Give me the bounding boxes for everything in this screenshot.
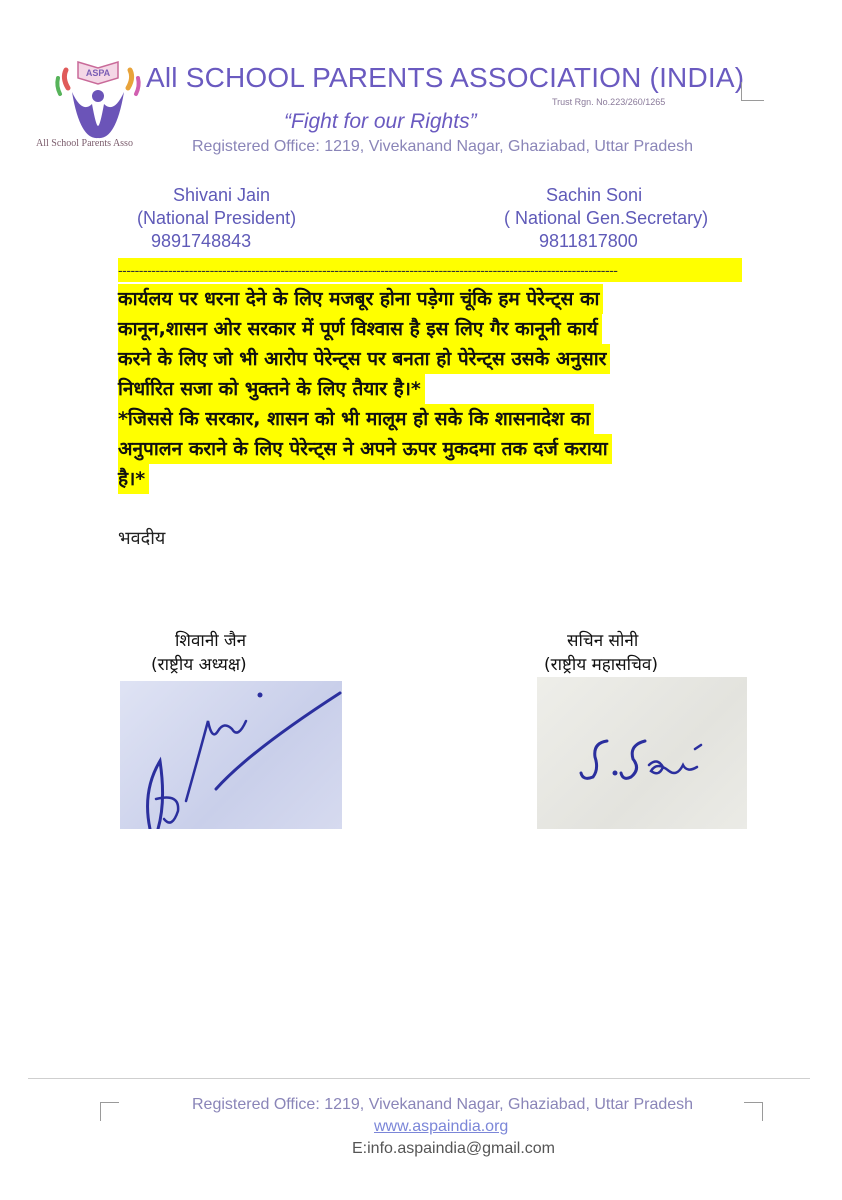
corner-mark-bottom-left <box>100 1102 119 1121</box>
body-line: है।* <box>118 464 149 494</box>
signature-image-right <box>537 677 747 829</box>
corner-mark-top-right <box>741 82 764 101</box>
tagline: “Fight for our Rights” <box>284 110 477 133</box>
signatory-left-name: शिवानी जैन <box>175 631 247 651</box>
body-line: अनुपालन कराने के लिए पेरेन्ट्स ने अपने ऊपर मुकदमा तक दर्ज कराया <box>118 434 612 464</box>
body-line: *जिससे कि सरकार, शासन को भी मालूम हो सके कि शासनादेश का <box>118 404 594 434</box>
organization-name: All SCHOOL PARENTS ASSOCIATION (INDIA) <box>146 62 745 93</box>
logo-caption: All School Parents Asso <box>36 138 133 149</box>
body-line: कार्यलय पर धरना देने के लिए मजबूर होना पड़ेगा चूंकि हम पेरेन्ट्स का <box>118 284 603 314</box>
body-line: कानून,शासन ओर सरकार में पूर्ण विश्वास है इस लिए गैर कानूनी कार्य <box>118 314 602 344</box>
signatory-left-title: (राष्ट्रीय अध्यक्ष) <box>151 655 247 675</box>
body-line: निर्धारित सजा को भुक्तने के लिए तैयार है।* <box>118 374 425 404</box>
secretary-role: ( National Gen.Secretary) <box>504 208 709 228</box>
website-link[interactable]: www.aspaindia.org <box>374 1118 509 1135</box>
president-role: (National President) <box>137 208 297 228</box>
corner-mark-bottom-right <box>744 1102 763 1121</box>
footer-office-address: Registered Office: 1219, Vivekanand Nagar, Ghaziabad, Uttar Pradesh <box>192 1096 694 1113</box>
secretary-phone: 9811817800 <box>539 231 638 251</box>
president-phone: 9891748843 <box>151 231 252 251</box>
footer-divider <box>28 1078 810 1079</box>
signatory-right-title: (राष्ट्रीय महासचिव) <box>544 655 658 675</box>
signatory-right-name: सचिन सोनी <box>567 631 639 651</box>
trust-registration: Trust Rgn. No.223/260/1265 <box>552 97 666 107</box>
footer-email: E:info.aspaindia@gmail.com <box>352 1140 556 1157</box>
body-line: करने के लिए जो भी आरोप पेरेन्ट्स पर बनता हो पेरेन्ट्स उसके अनुसार <box>118 344 610 374</box>
closing-salutation: भवदीय <box>118 528 166 549</box>
secretary-name: Sachin Soni <box>546 185 643 205</box>
svg-text:ASPA: ASPA <box>85 68 111 78</box>
aspa-logo <box>50 48 146 152</box>
registered-office: Registered Office: 1219, Vivekanand Nagar, Ghaziabad, Uttar Pradesh <box>192 138 694 155</box>
divider-line: ------------------------------------------------------------------------------------------------------------------------ <box>118 258 742 282</box>
signature-image-left <box>120 681 342 829</box>
president-name: Shivani Jain <box>173 185 271 205</box>
